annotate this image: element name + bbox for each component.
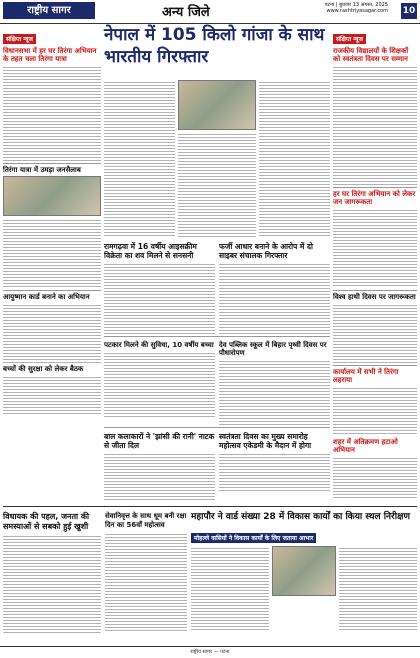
- left-story-3-headline: आयुष्मान कार्ड बनाने का अभियान: [3, 293, 90, 301]
- bottom-story-1-headline: विधायक की पहल, जनता की समस्याओं से सबको हुई खुशी: [3, 512, 90, 531]
- right-story-4-body: [333, 386, 417, 436]
- right-story-3-body: [333, 303, 417, 363]
- bottom-story-1-body: [3, 534, 101, 634]
- divider: [333, 187, 417, 188]
- sub-story-4-headline: बाल कलाकारों ने 'झांसी की रानी' नाटक से जीता दिल: [104, 432, 215, 450]
- bottom-story-3-photo: [272, 546, 336, 596]
- left-story-2-body: [3, 218, 101, 288]
- right-story-5-headline: शहर में अतिक्रमण हटाओ अभियान: [333, 438, 398, 454]
- lead-column-2-text: [178, 132, 256, 238]
- left-story-4-body: [3, 375, 101, 415]
- lead-column-2: [178, 80, 256, 238]
- left-story-2-headline: तिरंगा यात्रा में उमड़ा जनसैलाब: [3, 166, 81, 174]
- right-story-3-headline: विश्व हाथी दिवस पर जागरूकता: [333, 293, 416, 301]
- sub-story-3: [104, 339, 215, 425]
- divider: [333, 290, 417, 291]
- right-column: [333, 26, 417, 504]
- bottom-story-2-body: [105, 532, 187, 632]
- sub-story-3-headline: पटकार मिलने की सुविधा, 10 वर्षीय बच्चा: [104, 341, 214, 349]
- right-story-2-body: [333, 208, 417, 288]
- sub-story-2-body: [219, 262, 330, 334]
- divider: [333, 365, 417, 366]
- lead-photo: [178, 80, 256, 130]
- bottom-story-3-body: [191, 546, 269, 630]
- bottom-story-3-subhead: मोहल्ले वासियों ने विकास कार्यों के लिए जताया आभार: [191, 533, 316, 543]
- right-story-4-headline: कार्यालय में सभी ने तिरंगा लहराया: [333, 368, 399, 384]
- page-footer: राष्ट्रीय सागर — पटना: [0, 646, 420, 658]
- sub-story-5-body: [219, 452, 330, 492]
- sub-story-5-headline: स्वतंत्रता दिवस का मुख्य समारोह महोत्सव एकेडमी के मैदान में होगा: [219, 432, 312, 450]
- sub-story-1-body: [104, 262, 215, 334]
- sub-story-5: [219, 430, 330, 502]
- bottom-story-1: [3, 510, 101, 634]
- divider: [104, 336, 330, 337]
- section-title: अन्य जिले: [162, 5, 210, 20]
- sub-story-1: [104, 240, 215, 334]
- masthead: [0, 0, 420, 24]
- sub-story-3-body: [104, 351, 215, 417]
- right-story-5-body: [333, 456, 417, 500]
- dateline: [308, 2, 388, 14]
- bottom-story-2: [105, 510, 187, 634]
- right-story-2-headline: हर घर तिरंगा अभियान को लेकर जन जागरूकता: [333, 190, 416, 206]
- website-text: www.rashtriyasagar.com: [326, 8, 388, 14]
- divider: [3, 290, 101, 291]
- lead-story-body: [104, 80, 330, 238]
- sub-story-2-headline: फर्जी आधार बनाने के आरोप में दो साइबर संचालक गिरफ्तार: [219, 242, 313, 260]
- sub-story-1-headline: रामगढ़वा में 16 वर्षीय आइसक्रीम विक्रेता का शव मिलने से सनसनी: [104, 242, 197, 260]
- bottom-section: [3, 506, 417, 644]
- left-story-1-body: [3, 65, 101, 161]
- lead-headline: नेपाल में 105 किलो गांजा के साथ भारतीय गिरफ्तार: [104, 25, 325, 67]
- bottom-story-3-headline: महापौर ने वार्ड संख्या 28 में विकास कार्यों का किया स्थल निरीक्षण: [191, 512, 410, 522]
- sub-story-4-body: [104, 452, 215, 502]
- divider: [104, 427, 330, 428]
- right-story-1-headline: राजकीय विद्यालयों के शिक्षकों को स्वतंत्रता दिवस पर सम्मान: [333, 47, 409, 63]
- sub-story-6-body: [219, 359, 330, 425]
- lead-column-3: [259, 80, 330, 238]
- center-stories: [104, 240, 330, 504]
- divider: [3, 163, 101, 164]
- left-story-4-headline: बच्चों की सुरक्षा को लेकर बैठक: [3, 365, 84, 373]
- date-text: पटना | बुधवार 13 अगस्त, 2025: [324, 2, 388, 8]
- right-story-1-body: [333, 65, 417, 185]
- lead-column-1: [104, 80, 175, 238]
- sub-story-2: [219, 240, 330, 334]
- left-section-tag: संक्षिप्त न्यूज: [3, 34, 36, 44]
- newspaper-brand: राष्ट्रीय सागर: [3, 2, 95, 19]
- right-section-tag: संक्षिप्त न्यूज: [333, 34, 366, 44]
- sub-story-6: [219, 339, 330, 425]
- left-story-2-photo: [3, 176, 101, 216]
- left-story-3-body: [3, 303, 101, 363]
- left-story-1-headline: विधानसभा में हर घर तिरंगा अभियान के तहत चला तिरंगा यात्रा: [3, 47, 97, 63]
- bottom-story-2-headline: सेवानिवृत्त के साथ धूम बनी रक्षा दिन का 56वाँ महोत्सव: [105, 512, 187, 529]
- bottom-story-3-body-2: [339, 546, 417, 630]
- page-number: 10: [401, 3, 417, 19]
- left-column: [3, 26, 101, 418]
- sub-story-4: [104, 430, 215, 502]
- bottom-story-3: [191, 510, 417, 634]
- sub-story-6-headline: देव पब्लिक स्कूल में बिहार पृथ्वी दिवस पर पौधारोपण: [219, 341, 327, 357]
